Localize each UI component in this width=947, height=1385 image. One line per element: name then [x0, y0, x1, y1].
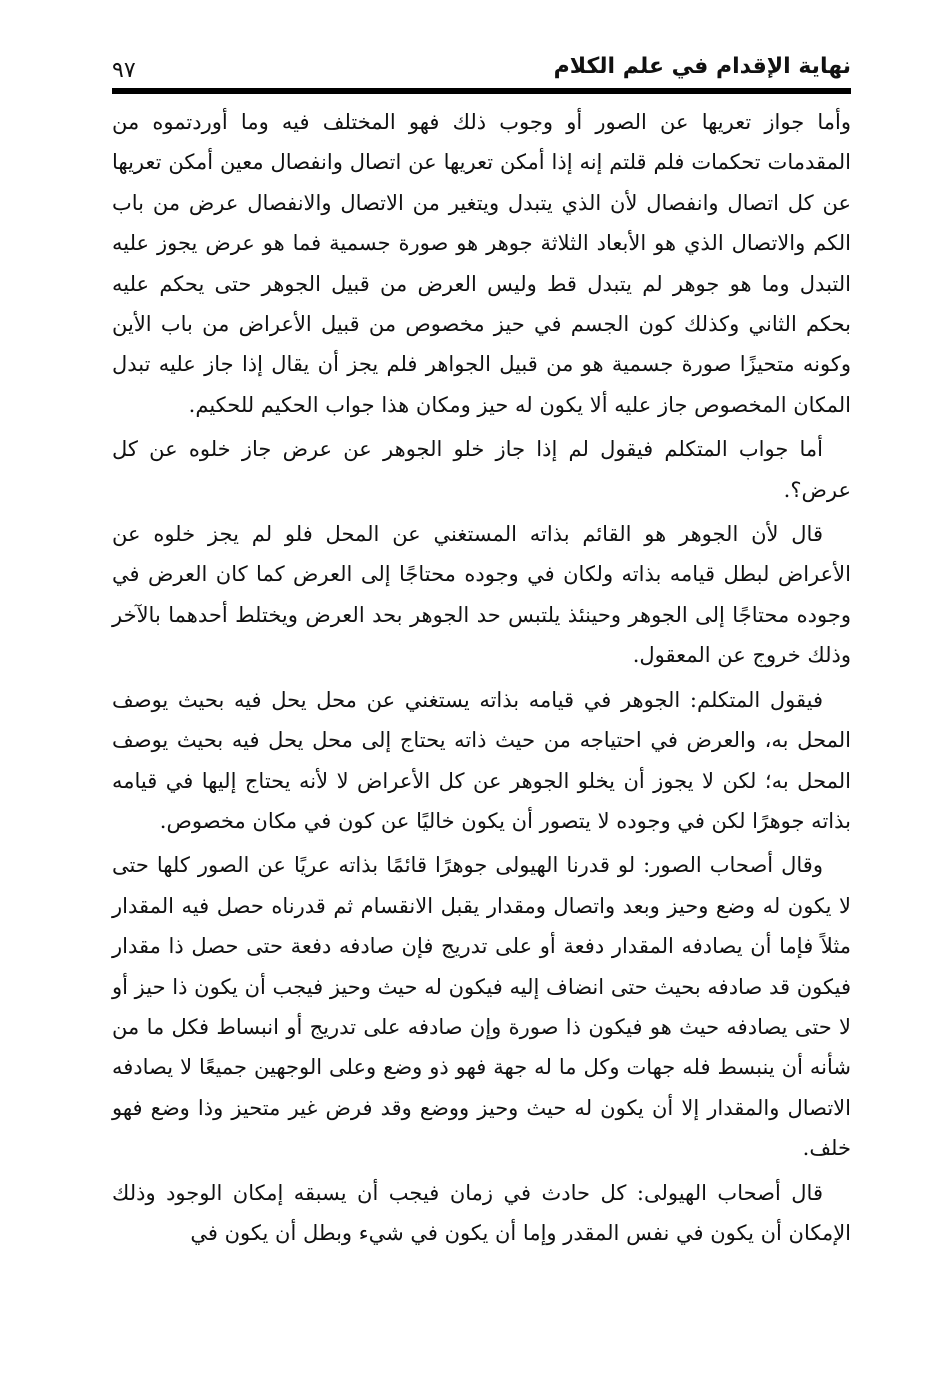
paragraph: فيقول المتكلم: الجوهر في قيامه بذاته يستغني عن محل يحل فيه بحيث يوصف المحل به، والعرض في احتياجه من حيث ذاته يحتاج إلى محل يحل فيه بحيث يوصف المحل به؛ لكن لا يجوز أن يخلو الجوهر عن كل الأعراض لا لأنه يحتاج إليها في قيامه بذاته جوهرًا لكن في وجوده لا يتصور أن يكون خاليًا عن كون في مكان مخصوص.	[112, 687, 851, 833]
paragraph: قال لأن الجوهر هو القائم بذاته المستغني عن المحل فلو لم يجز خلوه عن الأعراض لبطل قيامه بذاته ولكان في وجوده محتاجًا إلى العرض كما كان العرض في وجوده محتاجًا إلى الجوهر وحينئذ يلتبس حد الجوهر بحد العرض ويختلط أحدهما بالآخر وذلك خروج عن المعقول.	[112, 522, 851, 668]
running-header	[112, 44, 851, 88]
paragraph: أما جواب المتكلم فيقول لم إذا جاز خلو الجوهر عن عرض جاز خلوه عن كل عرض؟.	[112, 437, 851, 502]
page-number: ٩٧	[112, 58, 136, 83]
body-text	[112, 102, 851, 1257]
paragraph: قال أصحاب الهيولى: كل حادث في زمان فيجب أن يسبقه إمكان الوجود وذلك الإمكان أن يكون في نفس المقدر وإما أن يكون في شيء وبطل أن يكون في	[112, 1180, 851, 1245]
paragraph: وأما جواز تعريها عن الصور أو وجوب ذلك فهو المختلف فيه وما أوردتموه من المقدمات تحكمات فلم قلتم إنه إذا أمكن تعريها عن اتصال وانفصال معين أمكن تعريها عن كل اتصال وانفصال لأن الذي يتبدل ويتغير من الاتصال والانفصال عرض من باب الكم والاتصال الذي هو الأبعاد الثلاثة جوهر هو صورة جسمية فما هو عرض يجوز عليه التبدل وما هو جوهر لم يتبدل قط وليس العرض من قبيل الجوهر حتى يحكم عليه بحكم الثاني وكذلك كون الجسم في حيز مخصوص من قبيل الأعراض من باب الأين وكونه متحيزًا صورة جسمية هو من قبيل الجواهر فلم يجز أن يقال إذا جاز عليه تبدل المكان المخصوص جاز عليه ألا يكون له حيز ومكان هذا جواب الحكيم للحكيم.	[112, 110, 851, 417]
header-rule	[112, 88, 851, 94]
paragraph: وقال أصحاب الصور: لو قدرنا الهيولى جوهرًا قائمًا بذاته عريًا عن الصور كلها حتى لا يكون له وضع وحيز وبعد واتصال ومقدار يقبل الانقسام ثم قدرناه حصل فيه المقدار مثلاً فإما أن يصادفه المقدار دفعة أو على تدريج فإن صادفه دفعة حتى حصل ذا مقدار فيكون قد صادفه بحيث حتى انضاف إليه فيكون له حيث وحيز فيجب أن يكون ذا حيز أو لا حتى يصادفه حيث هو فيكون ذا صورة وإن صادفه على تدريج أو انبساط فكل ما من شأنه أن ينبسط فله جهات وكل ما له جهة فهو ذو وضع وعلى الوجهين جميعًا لا يصادفه الاتصال والمقدار إلا أن يكون له حيث وحيز ووضع وقد فرض غير متحيز وذا وضع فهو خلف.	[112, 853, 851, 1161]
book-title: نهاية الإقدام في علم الكلام	[553, 54, 851, 79]
